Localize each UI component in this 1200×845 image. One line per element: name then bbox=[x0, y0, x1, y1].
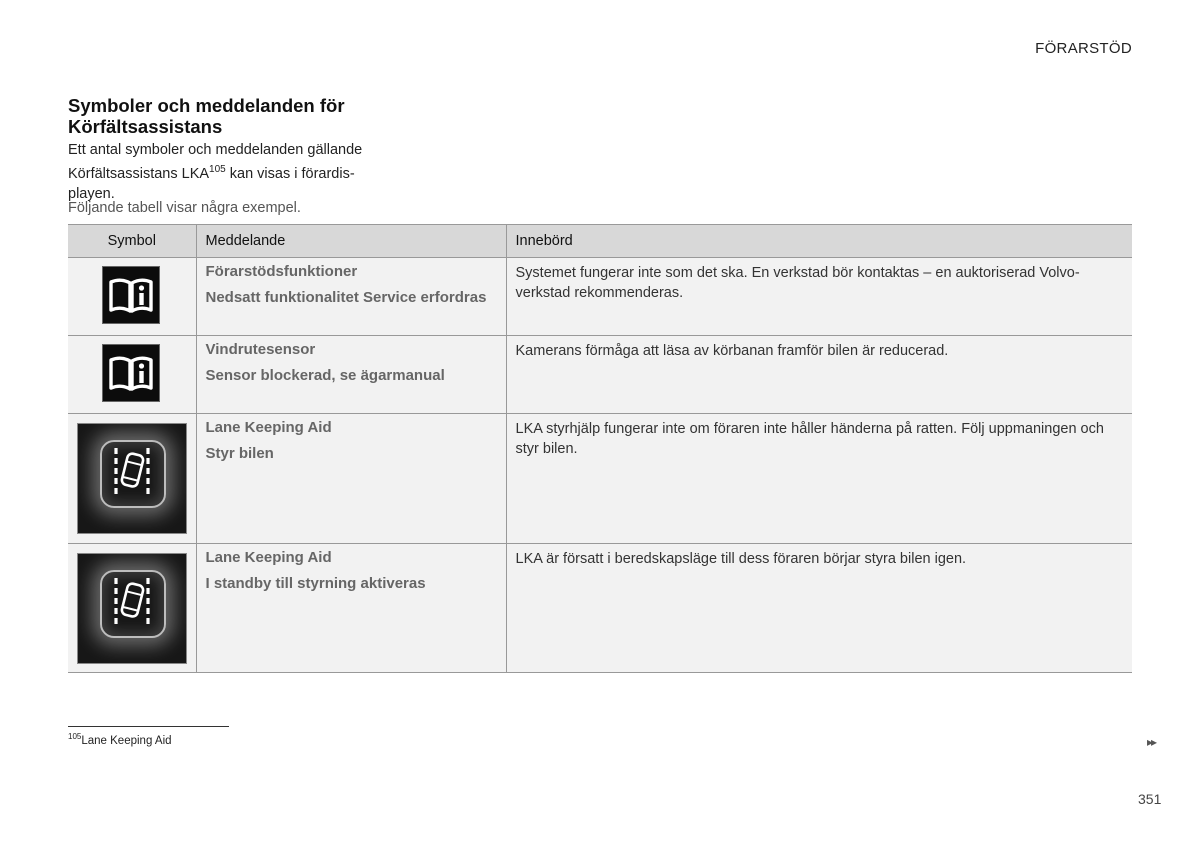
message-cell bbox=[196, 336, 506, 414]
table-intro-note: Följande tabell visar några exempel. bbox=[68, 200, 301, 216]
symbol-cell bbox=[68, 336, 196, 414]
meaning-cell bbox=[506, 258, 1132, 336]
meaning-text: LKA är försatt i beredskapsläge till dess föraren börjar styra bilen igen. bbox=[515, 551, 967, 567]
message-line-1: Lane Keeping Aid bbox=[205, 419, 332, 436]
table-row bbox=[68, 544, 1132, 673]
meaning-text: LKA styrhjälp fungerar inte om föraren inte håller händerna på ratten. Följ uppmaningen och styr bilen. bbox=[515, 421, 1104, 457]
footnote-text: Lane Keeping Aid bbox=[81, 734, 172, 747]
footnote-reference[interactable]: 105 bbox=[209, 164, 226, 175]
table-header-row bbox=[68, 225, 1132, 258]
symbols-messages-table bbox=[68, 224, 1132, 673]
section-label: FÖRARSTÖD bbox=[1035, 40, 1132, 57]
meaning-cell bbox=[506, 414, 1132, 544]
message-line-1: Lane Keeping Aid bbox=[205, 549, 332, 566]
intro-text-part1: Ett antal symboler och meddelanden gällande Körfältsassistans LKA bbox=[68, 142, 363, 182]
message-cell bbox=[196, 414, 506, 544]
message-cell bbox=[196, 258, 506, 336]
page-number: 351 bbox=[1138, 791, 1162, 807]
meaning-cell bbox=[506, 336, 1132, 414]
page-title: Symboler och meddelanden för Körfältsassistans bbox=[68, 95, 345, 137]
message-cell bbox=[196, 544, 506, 673]
table-row bbox=[68, 336, 1132, 414]
lane-keeping-aid-icon bbox=[77, 553, 187, 664]
footnote-number: 105 bbox=[68, 732, 82, 741]
lane-keeping-aid-icon bbox=[77, 423, 187, 534]
footnote-divider bbox=[68, 726, 229, 727]
symbol-cell bbox=[68, 414, 196, 544]
message-line-1: Vindrutesensor bbox=[205, 341, 316, 358]
message-line-2: Sensor blockerad, se ägarmanual bbox=[205, 367, 445, 384]
message-line-2: Styr bilen bbox=[205, 445, 274, 462]
symbol-cell bbox=[68, 258, 196, 336]
next-page-arrows-icon[interactable]: ▸▸ bbox=[1147, 735, 1156, 749]
column-header-meaning: Innebörd bbox=[506, 225, 1132, 258]
manual-info-icon bbox=[102, 266, 160, 324]
meaning-cell bbox=[506, 544, 1132, 673]
column-header-symbol: Symbol bbox=[68, 225, 196, 258]
intro-text-part2: kan visas i förardis-playen. bbox=[68, 165, 355, 202]
message-line-1: Förarstödsfunktioner bbox=[205, 263, 358, 280]
footnote bbox=[68, 732, 172, 747]
meaning-text: Kamerans förmåga att läsa av körbanan framför bilen är reducerad. bbox=[515, 343, 949, 359]
table-row bbox=[68, 414, 1132, 544]
manual-info-icon bbox=[102, 344, 160, 402]
symbol-cell bbox=[68, 544, 196, 673]
meaning-text: Systemet fungerar inte som det ska. En verkstad bör kontaktas – en auktoriserad Volvo-verkstad rekommenderas. bbox=[515, 265, 1080, 301]
column-header-message: Meddelande bbox=[196, 225, 506, 258]
intro-text bbox=[68, 140, 388, 204]
message-line-2: I standby till styrning aktiveras bbox=[205, 575, 426, 592]
table-row bbox=[68, 258, 1132, 336]
message-line-2: Nedsatt funktionalitet Service erfordras bbox=[205, 289, 487, 306]
